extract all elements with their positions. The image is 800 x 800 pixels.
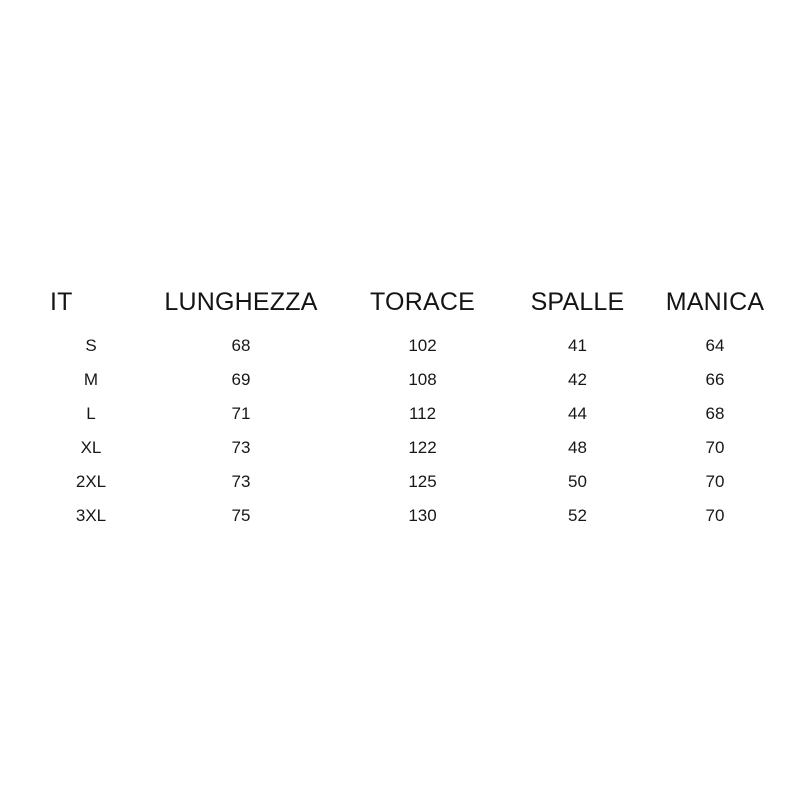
column-header-size: IT xyxy=(50,288,73,316)
cell-size: XL xyxy=(80,438,102,457)
table-header-row xyxy=(40,288,780,329)
size-chart-table xyxy=(40,288,780,533)
table-row xyxy=(40,363,780,397)
cell-lunghezza: 71 xyxy=(231,404,251,423)
cell-manica: 64 xyxy=(705,336,725,355)
cell-torace: 125 xyxy=(408,472,437,491)
cell-lunghezza: 73 xyxy=(231,438,251,457)
cell-manica: 70 xyxy=(705,438,725,457)
column-header-spalle: SPALLE xyxy=(530,288,625,316)
column-header-manica: MANICA xyxy=(665,288,765,316)
cell-lunghezza: 68 xyxy=(231,336,251,355)
cell-manica: 68 xyxy=(705,404,725,423)
cell-spalle: 41 xyxy=(568,336,587,355)
cell-size: 2XL xyxy=(75,472,107,491)
cell-torace: 102 xyxy=(408,336,437,355)
column-header-lunghezza: LUNGHEZZA xyxy=(164,288,318,316)
cell-manica: 66 xyxy=(705,370,725,389)
column-header-torace: TORACE xyxy=(370,288,475,316)
cell-manica: 70 xyxy=(705,472,725,491)
table-row xyxy=(40,499,780,533)
cell-spalle: 52 xyxy=(568,506,587,525)
cell-size: M xyxy=(83,370,99,389)
cell-spalle: 50 xyxy=(568,472,587,491)
cell-lunghezza: 73 xyxy=(231,472,251,491)
cell-spalle: 48 xyxy=(568,438,587,457)
cell-size: 3XL xyxy=(75,506,107,525)
cell-torace: 108 xyxy=(408,370,437,389)
cell-lunghezza: 69 xyxy=(231,370,251,389)
cell-lunghezza: 75 xyxy=(231,506,251,525)
cell-spalle: 44 xyxy=(568,404,587,423)
table-row xyxy=(40,465,780,499)
cell-manica: 70 xyxy=(705,506,725,525)
cell-size: L xyxy=(86,404,96,423)
table-row xyxy=(40,329,780,363)
cell-torace: 112 xyxy=(408,404,437,423)
table-row xyxy=(40,397,780,431)
table-row xyxy=(40,431,780,465)
cell-torace: 130 xyxy=(408,506,437,525)
cell-spalle: 42 xyxy=(568,370,587,389)
cell-torace: 122 xyxy=(408,438,437,457)
cell-size: S xyxy=(85,336,97,355)
